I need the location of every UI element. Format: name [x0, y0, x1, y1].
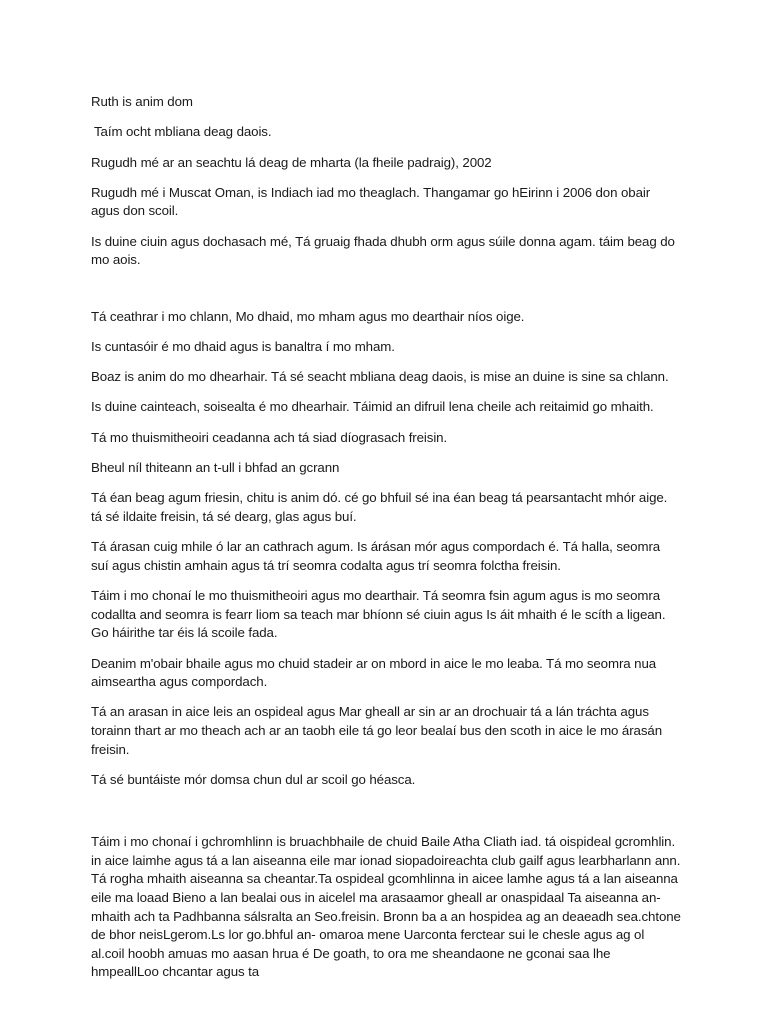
paragraph: Taím ocht mbliana deag daois.	[94, 124, 272, 140]
paragraph: Rugudh mé ar an seachtu lá deag de mharta (la fheile padraig), 2002	[91, 154, 492, 170]
paragraph: Rugudh mé i Muscat Oman, is Indiach iad mo theaglach. Thangamar go hEirinn i 2006 don obair agus don scoil.	[91, 184, 651, 219]
blank-line	[91, 282, 681, 308]
paragraph: Is duine cainteach, soisealta é mo dhearhair. Táimid an difruil lena cheile ach reitaimid go mhaith.	[91, 399, 654, 415]
paragraph: Is cuntasóir é mo dhaid agus is banaltra í mo mham.	[91, 338, 395, 354]
paragraph: Tá éan beag agum friesin, chitu is anim dó. cé go bhfuil sé ina éan beag tá pearsantacht mhór aige. tá sé ildaite freisin, tá sé dearg, glas agus buí.	[91, 490, 668, 524]
paragraph: Tá sé buntáiste mór domsa chun dul ar scoil go héasca.	[91, 771, 416, 787]
paragraph: Táim i mo chonaí le mo thuismitheoiri agus mo dearthair. Tá seomra fsin agum agus is mo seomra codallta and seomra is fearr liom sa teach mar bhíonn sé ciuin agus Is áit mhaith é le scíth a ligean. Go háirithe tar éis lá scoile fada.	[91, 588, 666, 641]
paragraph: Boaz is anim do mo dhearhair. Tá sé seacht mbliana deag daois, is mise an duine is sine sa chlann.	[91, 369, 669, 385]
paragraph: Ruth is anim dom	[91, 94, 193, 109]
blank-line	[91, 801, 681, 833]
paragraph: Tá árasan cuig mhile ó lar an cathrach agum. Is árásan mór agus compordach é. Tá halla, seomra suí agus chistin amhain agus tá trí seomra codalta agus trí seomra folctha freisin.	[91, 539, 661, 573]
paragraph: Tá ceathrar i mo chlann, Mo dhaid, mo mham agus mo dearthair níos oige.	[91, 308, 525, 324]
paragraph: Is duine ciuin agus dochasach mé, Tá gruaig fhada dhubh orm agus súile donna agam. táim beag do mo aois.	[91, 233, 675, 268]
paragraph: Tá mo thuismitheoiri ceadanna ach tá siad díograsach freisin.	[91, 429, 448, 445]
paragraph: Tá an arasan in aice leis an ospideal agus Mar gheall ar sin ar an drochuair tá a lán tráchta agus torainn thart ar mo theach ach ar an taobh eile tá go leor bealaí bus den scoth in aice le mo árasán freisin.	[91, 704, 662, 757]
paragraph: Táim i mo chonaí i gchromhlinn is bruachbhaile de chuid Baile Atha Cliath iad. tá oispideal gcromhlin. in aice laimhe agus tá a lan aiseanna eile mar ionad siopadoireachta club gailf agus learbharlann ann. Tá rogha mhaith aiseanna sa cheantar.Ta ospideal gcomhlinna in aicee lamhe agus tá a lan aiseanna eile ma loaad Bieno a lan bealai ous in aicelel ma arasaamor gheall ar onaspidaal Ta aiseanna an-mhaith ach ta Padhbanna sálsralta an Seo.freisin. Bronn ba a an hospidea ag an deaeadh sea.chtone de bhor neisLgerom.Ls lor go.bhful an- omaroa mene Uarconta ferctear sui le chesle agus ag ol al.coil hoobh amuas mo aasan hrua é De goath, to ora me sheandaone ne gconai saa lhe hmpeallLoo chcantar agus ta	[91, 834, 681, 980]
paragraph: Deanim m'obair bhaile agus mo chuid stadeir ar on mbord in aice le mo leaba. Tá mo seomra nua aimseartha agus compordach.	[91, 655, 657, 690]
paragraph: Bheul níl thiteann an t-ull i bhfad an gcrann	[91, 460, 340, 475]
document-body	[91, 93, 681, 994]
